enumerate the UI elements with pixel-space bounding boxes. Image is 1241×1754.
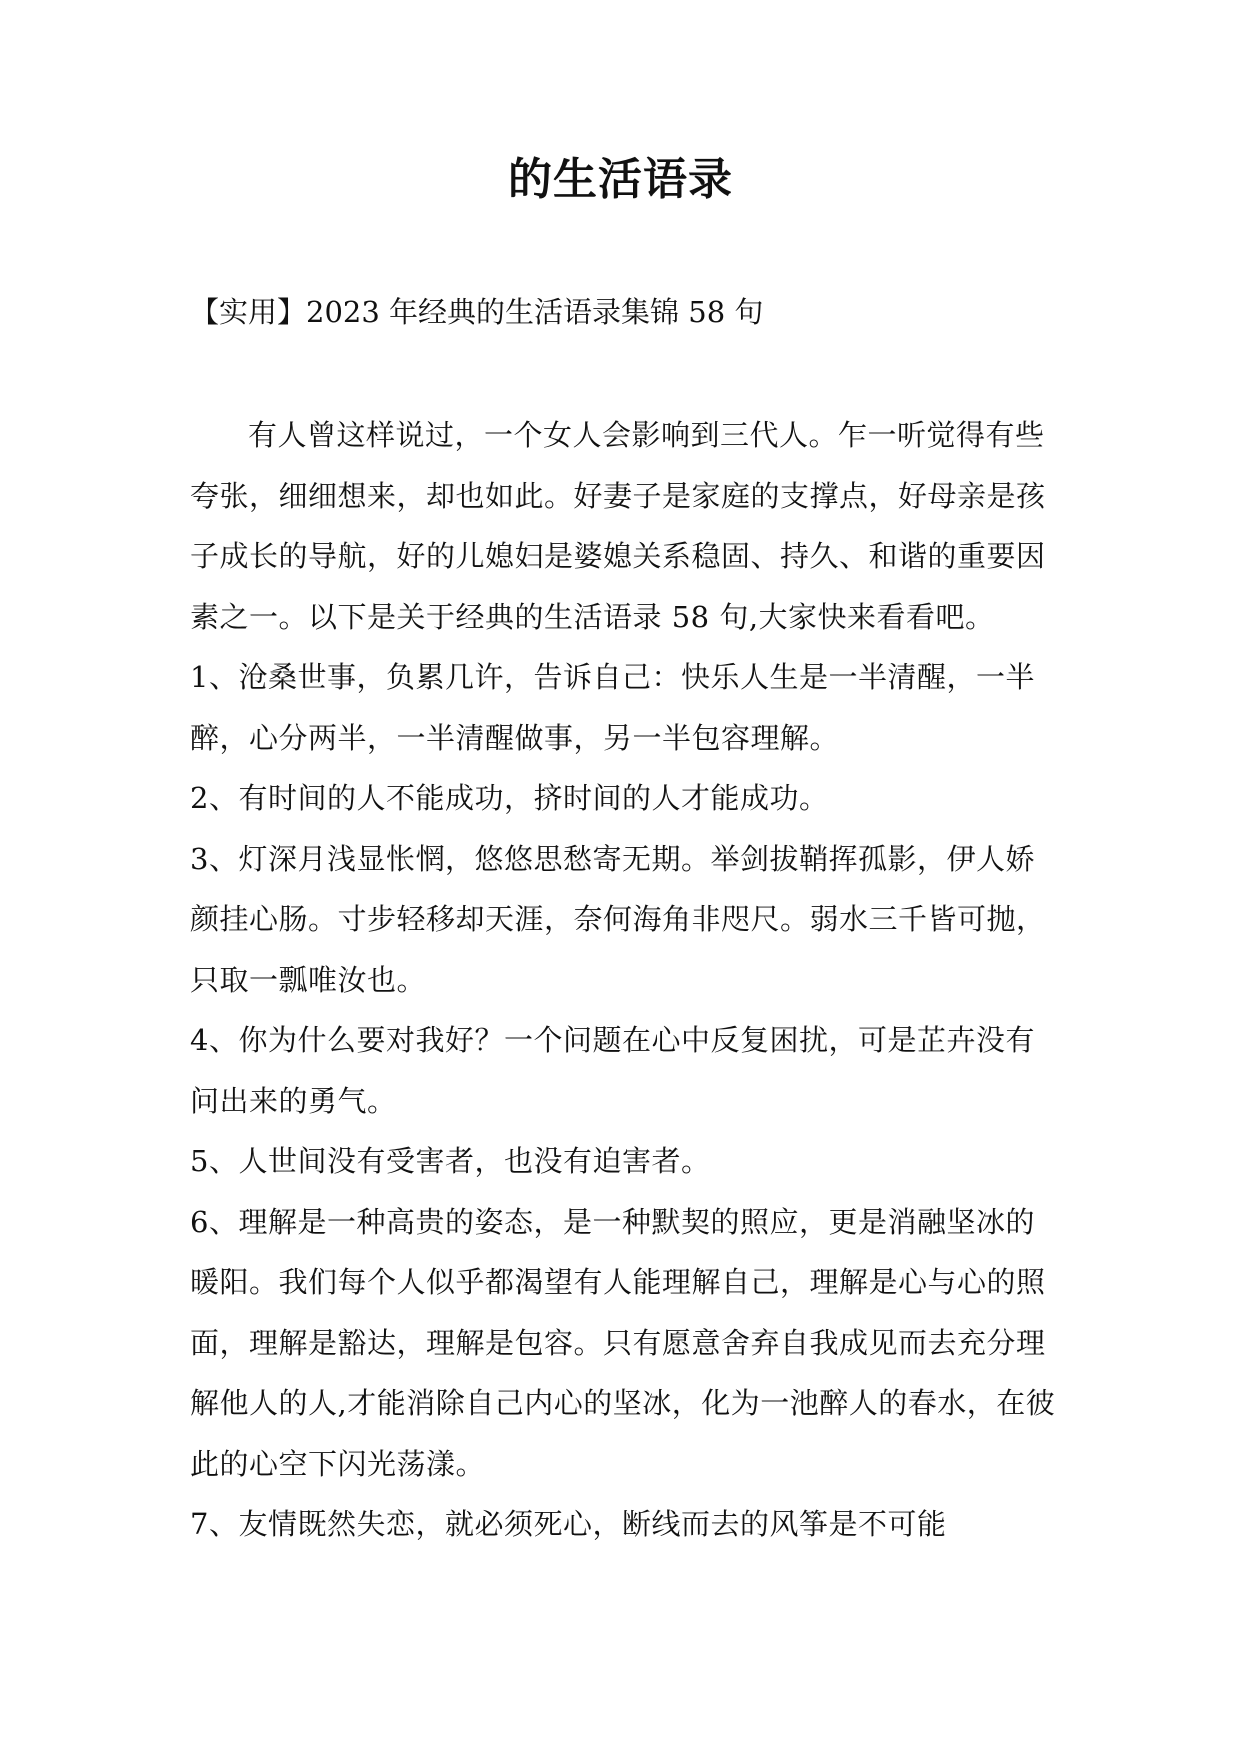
quote-item-1: 1、沧桑世事，负累几许，告诉自己：快乐人生是一半清醒，一半醉，心分两半，一半清醒做事，另一半包容理解。 [190,660,1035,755]
quote-item-2: 2、有时间的人不能成功，挤时间的人才能成功。 [190,781,829,815]
intro-paragraph: 有人曾这样说过，一个女人会影响到三代人。乍一听觉得有些夸张，细细想来，却也如此。好妻子是家庭的支撑点，好母亲是孩子成长的导航，好的儿媳妇是婆媳关系稳固、持久、和谐的重要因素之一。以下是关于经典的生活语录 58 句,大家快来看看吧。 [190,418,1046,634]
quote-item-4: 4、你为什么要对我好？一个问题在心中反复困扰，可是芷卉没有问出来的勇气。 [190,1023,1035,1118]
quote-item-3: 3、灯深月浅显怅惘，悠悠思愁寄无期。举剑拔鞘挥孤影，伊人娇颜挂心肠。寸步轻移却天涯，奈何海角非咫尺。弱水三千皆可抛，只取一瓢唯汝也。 [190,841,1046,997]
quote-item-7: 7、友情既然失恋，就必须死心，断线而去的风筝是不可能 [190,1507,947,1541]
quote-item-6: 6、理解是一种高贵的姿态，是一种默契的照应，更是消融坚冰的暖阳。我们每个人似乎都渴望有人能理解自己，理解是心与心的照面，理解是豁达，理解是包容。只有愿意舍弃自我成见而去充分理解他人的人,才能消除自己内心的坚冰，化为一池醉人的春水，在彼此的心空下闪光荡漾。 [190,1204,1056,1481]
document-body [190,405,1056,1555]
document-subtitle: 【实用】2023 年经典的生活语录集锦 58 句 [190,295,764,329]
quote-item-5: 5、人世间没有受害者，也没有迫害者。 [190,1144,711,1178]
document-title: 的生活语录 [508,154,733,205]
